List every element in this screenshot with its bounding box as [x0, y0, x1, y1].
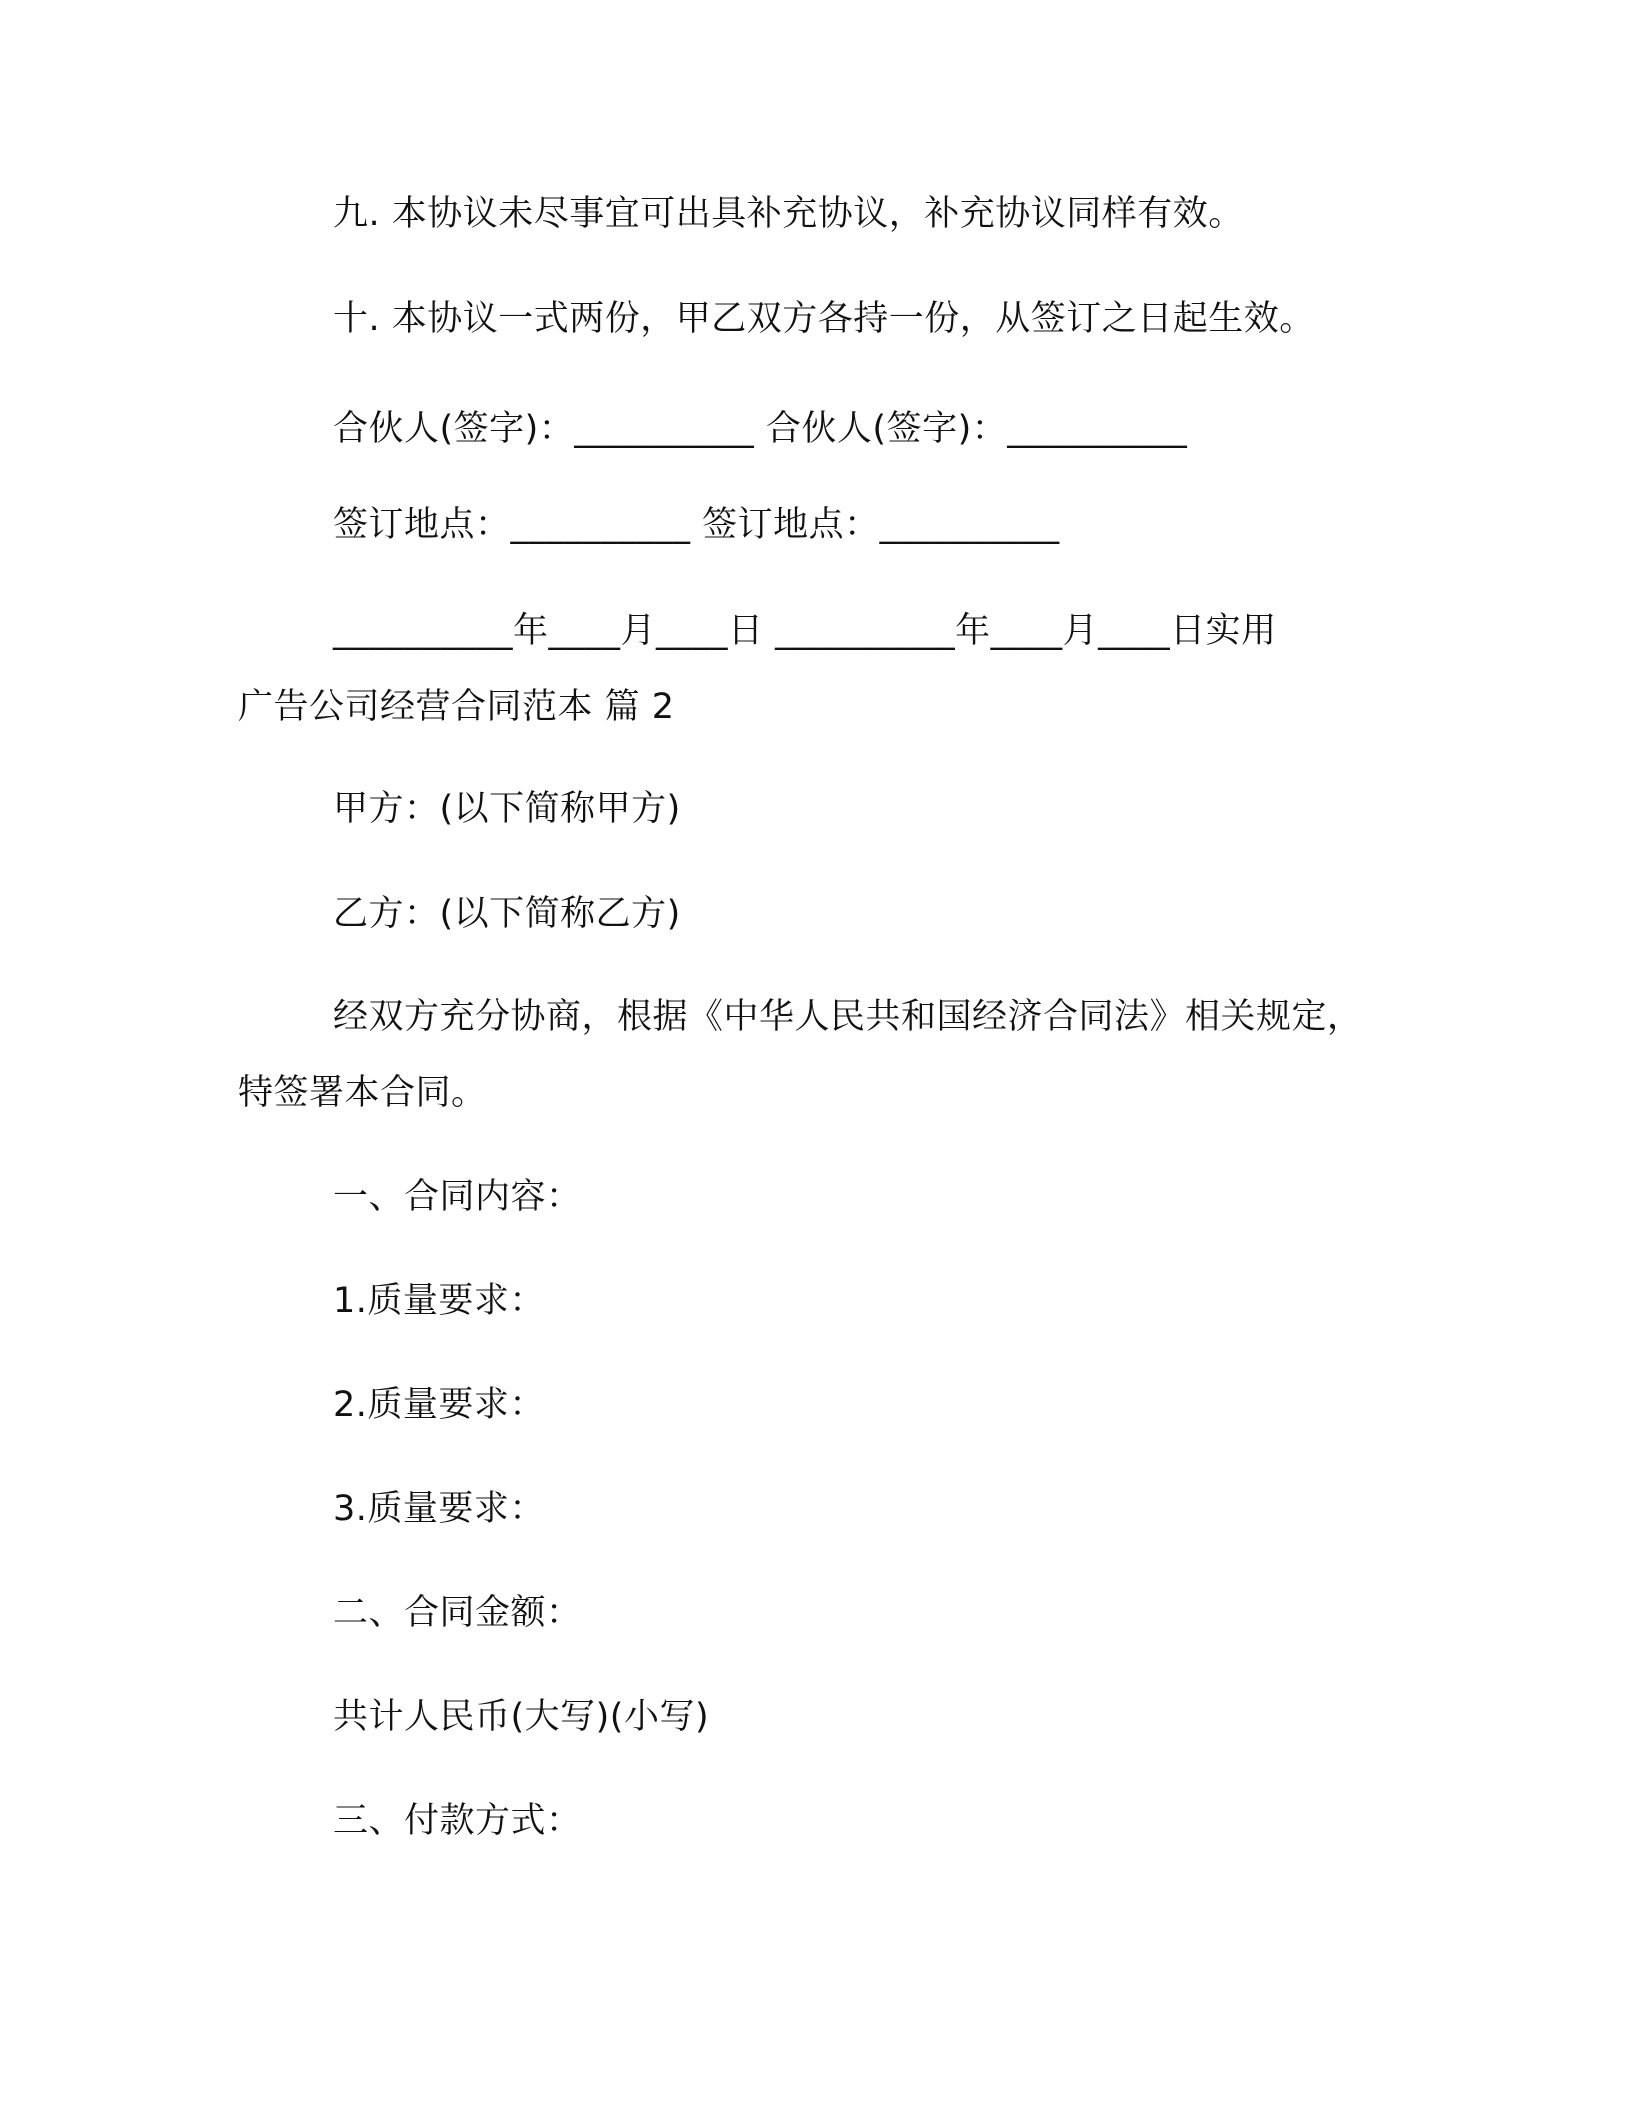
clause-nine: 九. 本协议未尽事宜可出具补充协议，补充协议同样有效。	[333, 194, 1244, 234]
preamble-line-2: 特签署本合同。	[238, 1073, 487, 1113]
partner-signature-line: 合伙人(签字)：__________ 合伙人(签字)：__________	[333, 409, 1188, 449]
contract-amount-heading: 二、合同金额：	[333, 1593, 582, 1633]
signing-place-line: 签订地点：__________ 签订地点：__________	[333, 505, 1060, 545]
party-b-line: 乙方：(以下简称乙方)	[333, 894, 681, 934]
quality-requirement-3: 3.质量要求：	[333, 1489, 545, 1529]
quality-requirement-2: 2.质量要求：	[333, 1385, 545, 1425]
contract-content-heading: 一、合同内容：	[333, 1177, 582, 1217]
section-heading: 广告公司经营合同范本 篇 2	[238, 687, 675, 727]
preamble-line-1: 经双方充分协商，根据《中华人民共和国经济合同法》相关规定，	[333, 997, 1363, 1037]
signing-date-line: __________年____月____日 __________年____月____日实用	[333, 611, 1277, 651]
clause-ten: 十. 本协议一式两份，甲乙双方各持一份，从签订之日起生效。	[333, 299, 1315, 339]
quality-requirement-1: 1.质量要求：	[333, 1281, 545, 1321]
payment-method-heading: 三、付款方式：	[333, 1801, 582, 1841]
total-amount-line: 共计人民币(大写)(小写)	[333, 1697, 710, 1737]
party-a-line: 甲方：(以下简称甲方)	[333, 789, 681, 829]
